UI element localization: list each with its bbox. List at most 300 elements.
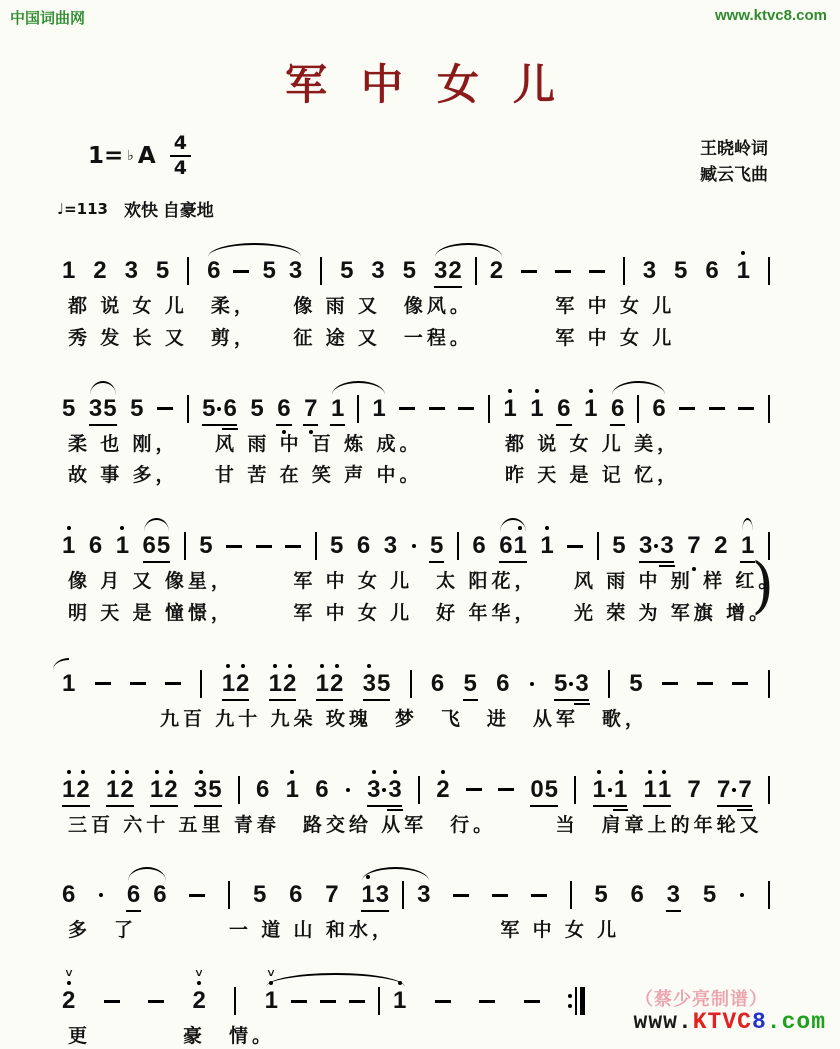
slur-arc-group [331,394,386,424]
duration-dash [189,880,205,910]
note-token [93,256,106,286]
note-glyph: 1 [268,669,283,697]
note-underline [666,910,681,912]
barline [570,881,572,909]
octave-dot-high [741,251,745,255]
note-glyph: 3 [383,532,398,560]
note-token [62,256,75,286]
note-token [738,775,751,805]
dash-line [104,1000,120,1003]
barline [768,395,770,423]
beam-group [316,669,344,699]
final-barline [568,987,585,1015]
thin-barline [575,987,577,1015]
beam-group [361,880,389,910]
music-system [62,965,770,1049]
dash-line [320,1000,336,1003]
note-glyph: 6 [496,669,510,697]
note-glyph: 1 [62,257,76,284]
note-token [705,256,718,286]
duration-dot [731,775,737,805]
note-glyph: 3 [288,257,303,284]
duration-dash [165,669,181,699]
dash-line [466,788,482,791]
note-token [127,880,140,910]
note-token [377,669,390,699]
note-token [157,531,170,561]
note-token [384,531,397,561]
note-token [643,256,656,286]
note-underline [574,703,589,705]
duration-dash [679,394,695,424]
beam-underline [316,699,344,701]
note-glyph: 1 [643,775,657,803]
beam-underline [530,805,558,807]
octave-dot-low [282,430,286,434]
accent-mark: > [264,969,279,977]
note-glyph: 1 [657,775,672,803]
dash-line [189,894,205,897]
note-glyph: 3 [367,775,381,803]
song-title: 军中女儿 [284,63,589,109]
barline [574,776,576,804]
duration-dash [130,669,146,699]
time-signature [170,134,191,178]
note-glyph: 5 [594,881,608,909]
barline [475,257,477,285]
duration-dot [216,394,222,424]
note-token [372,394,385,424]
expression-marking: 欢快 自豪地 [123,201,214,220]
dash-line [291,1000,307,1003]
duration-dash [662,669,678,699]
note-token [499,531,512,561]
note-underline [429,561,444,563]
note-glyph: 2 [62,987,76,1015]
octave-dot-high [111,770,115,774]
note-token [207,256,220,286]
beam-group [143,531,171,561]
note-glyph: 1 [736,257,750,284]
note-glyph: 6 [705,257,719,284]
dash-line [521,270,537,273]
note-glyph: 2 [76,775,90,803]
note-glyph: 6 [223,394,237,422]
duration-dash [320,986,336,1016]
lyric-line: 柔 也 刚， 风 雨 中 百 炼 成。 都 说 女 儿 美， [68,433,681,455]
note-token [614,775,627,805]
octave-dot-high [508,389,512,393]
dash-line [349,1000,365,1003]
note-glyph: 2 [93,257,107,284]
note-token [737,256,750,286]
flat-sign-icon: ♭ [127,148,134,164]
note-underline [556,424,571,426]
dot-glyph [99,893,103,897]
transcriber-note: （蔡少亮制谱） [635,989,768,1010]
duration-dash [531,880,547,910]
note-glyph: 5 [377,669,391,697]
note-glyph: 2 [489,257,504,284]
beam-underline [643,805,671,807]
barline [768,881,770,909]
note-token [62,775,75,805]
note-token [89,394,102,424]
duration-dash [524,986,540,1016]
slur-arc-group [434,256,503,286]
barline [768,670,770,698]
dash-line [165,682,181,685]
note-underline [613,809,628,811]
note-token [448,256,461,286]
note-token [714,531,727,561]
note-glyph: 6 [126,881,141,909]
note-glyph: 7 [687,775,701,803]
watermark [634,1009,826,1035]
beam-underline [639,561,674,563]
duration-dash [399,394,415,424]
barline [402,881,404,909]
note-glyph: 7 [717,775,731,803]
repeat-dot [568,994,572,998]
note-glyph: 5 [130,394,144,422]
note-glyph: 1 [105,775,120,803]
lyric-line: 秀 发 长 又 剪， 征 途 又 一程。 军 中 女 儿 [68,327,676,349]
dash-line [285,545,301,548]
duration-dash [95,669,111,699]
note-token [331,394,344,424]
note-glyph: 3 [642,257,657,284]
beam-underline [62,805,90,807]
note-token [363,669,376,699]
note-glyph: 6 [472,532,486,560]
note-glyph: 6 [630,881,644,909]
note-token [403,256,416,286]
music-system [62,754,770,838]
octave-dot-high [535,389,539,393]
duration-dash [148,986,164,1016]
octave-dot-high [199,770,203,774]
dash-line [567,545,583,548]
note-glyph: 3 [639,532,653,560]
duration-dash [226,531,242,561]
note-token [575,669,588,699]
dash-line [524,1000,540,1003]
beam-underline [363,699,391,701]
beam-underline [194,805,222,807]
duration-dash [285,531,301,561]
beam-group [499,531,527,561]
note-glyph: 1 [115,532,130,560]
note-glyph: 6 [356,532,371,560]
dash-line [662,682,678,685]
octave-dot-high [241,664,245,668]
barline [320,257,322,285]
accent-mark: > [61,969,76,977]
watermark-www: www. [633,1009,693,1035]
beam-group [717,775,752,805]
dot-glyph [346,788,350,792]
dash-line [589,270,605,273]
barline [228,881,230,909]
note-token [361,880,374,910]
dot-glyph [569,682,573,686]
note-glyph: 2 [192,987,206,1015]
note-glyph: 3 [417,881,431,909]
barline [768,257,770,285]
octave-dot-high [367,664,371,668]
note-token [250,394,263,424]
octave-dot-high [169,770,173,774]
note-token [164,775,177,805]
note-glyph: 1 [613,775,628,803]
dot-glyph [654,544,658,548]
slur-arc-group [499,531,527,561]
credits [700,136,768,189]
note-token [156,256,169,286]
note-token [199,531,212,561]
duration-dash [498,775,514,805]
watermark-ktvc: KTVC [692,1009,752,1035]
note-token [687,531,700,561]
note-token [222,669,235,699]
note-token [330,531,343,561]
duration-dot [653,531,659,561]
dot-glyph [530,682,534,686]
duration-dot [345,775,351,805]
note-glyph: 1 [372,394,386,422]
note-token [194,775,207,805]
note-row [62,510,770,562]
note-token [192,969,207,1016]
note-underline [737,809,752,811]
beam-group [150,775,178,805]
accent-mark: > [192,969,207,977]
note-token [125,256,138,286]
duration-dash [466,775,482,805]
note-token [340,256,353,286]
note-underline [303,424,318,426]
note-glyph: 1 [331,394,345,422]
octave-dot-high [648,770,652,774]
barline [378,987,380,1015]
duration-dash [492,880,508,910]
octave-dot-high [441,770,445,774]
duration-dash [709,394,725,424]
note-glyph: 2 [436,775,450,803]
note-token [540,531,553,561]
beam-underline [367,805,402,807]
note-underline [387,809,402,811]
dash-line [679,407,695,410]
note-glyph: 6 [652,394,666,422]
note-glyph: 3 [575,669,589,697]
note-token [514,531,527,561]
duration-dash [732,669,748,699]
beam-underline [269,699,297,701]
note-underline [610,424,625,426]
note-glyph: 3 [660,532,674,560]
octave-dot-high [372,770,376,774]
score-body [0,235,840,1049]
duration-dash [104,986,120,1016]
note-glyph: 6 [610,394,625,422]
note-token [717,775,730,805]
repeat-dots [568,994,572,1008]
duration-dash [429,394,445,424]
dash-line [148,1000,164,1003]
note-glyph: 1 [264,987,279,1015]
note-glyph: 2 [283,669,297,697]
beam-group [194,775,222,805]
note-glyph: 5 [262,257,276,284]
note-token [262,256,275,286]
note-glyph: 6 [142,532,156,560]
note-token [594,880,607,910]
beam-group [363,669,391,699]
note-glyph: 6 [153,881,167,909]
duration-dash [589,256,605,286]
note-glyph: 5 [402,257,417,284]
tempo-marking: ♩=113 [57,199,108,218]
lyric-line: 故 事 多， 甘 苦 在 笑 声 中。 昨 天 是 记 忆， [68,465,681,487]
music-system [62,859,770,943]
lyric-line: 多 了 一 道 山 和水， 军 中 女 儿 [68,920,621,942]
note-row [62,965,585,1017]
note-token [89,531,102,561]
note-token [130,394,143,424]
note-token [62,880,75,910]
dash-line [130,682,146,685]
barline [623,257,625,285]
note-glyph: 3 [124,257,138,284]
slur-arc-group [361,880,430,910]
note-glyph: 5 [629,669,643,697]
note-glyph: 5 [155,257,170,284]
note-token [472,531,485,561]
note-glyph: 1 [315,669,330,697]
note-token [256,775,269,805]
note-token [584,394,597,424]
slur-arc-group [89,394,117,424]
duration-dash [233,256,249,286]
beam-underline [143,561,171,563]
note-token [612,531,625,561]
note-token [304,394,317,424]
note-token [286,775,299,805]
dash-line [429,407,445,410]
note-glyph: 1 [62,775,76,803]
beam-underline [717,805,752,807]
duration-dash [458,394,474,424]
music-system [62,648,770,732]
note-glyph: 1 [540,532,554,560]
note-glyph: 7 [304,394,318,422]
beam-underline [434,286,462,288]
note-token [554,669,567,699]
dash-line [233,270,249,273]
barline [187,257,189,285]
dot-glyph [217,407,221,411]
dash-line [531,894,547,897]
note-token [674,256,687,286]
octave-dot-high [226,664,230,668]
note-token [315,775,328,805]
barline [410,670,412,698]
duration-dash [453,880,469,910]
dot-glyph [740,893,744,897]
note-token [643,775,656,805]
note-glyph: 3 [362,669,376,697]
octave-dot-high [398,981,402,985]
note-token [62,394,75,424]
note-glyph: 1 [503,394,517,422]
dash-line [453,894,469,897]
thick-barline [580,987,585,1015]
music-system [62,373,770,489]
note-glyph: 1 [530,394,544,422]
note-glyph: 3 [433,257,448,284]
note-token [283,669,296,699]
note-token [629,669,642,699]
note-row [62,235,770,287]
duration-dash [555,256,571,286]
note-token [490,256,503,286]
octave-dot-low [692,567,696,571]
note-token [376,880,389,910]
beam-underline [222,699,250,701]
site-url: www.ktvc8.com [715,7,827,24]
note-underline [463,699,478,701]
beam-underline [499,561,527,563]
octave-dot-high [269,981,273,985]
note-token [202,394,215,424]
note-underline [126,910,141,912]
note-glyph: 3 [193,775,208,803]
note-token [703,880,716,910]
lyric-line: 九百 九十 九朵 玫瑰 梦 飞 进 从军 歌， [68,708,648,730]
dash-line [226,545,242,548]
repeat-dot [568,1004,572,1008]
beam-underline [106,805,134,807]
note-token [253,880,266,910]
octave-dot-high [81,770,85,774]
barline [315,532,317,560]
note-token [652,394,665,424]
note-glyph: 5 [674,257,688,284]
note-glyph: 6 [289,881,303,909]
slur-arc-group [207,256,302,286]
duration-dash [738,394,754,424]
note-glyph: 1 [513,532,527,560]
octave-dot-high [545,526,549,530]
barline [187,395,189,423]
music-system [62,235,770,351]
note-glyph: 1 [584,394,598,422]
note-underline [659,565,674,567]
note-token [530,394,543,424]
note-token [367,775,380,805]
note-glyph: 1 [592,775,606,803]
note-token [289,256,302,286]
beam-group [62,775,90,805]
barline [637,395,639,423]
beam-group [106,775,134,805]
note-glyph: 7 [738,775,752,803]
beam-group [639,531,674,561]
note-glyph: 0 [530,775,544,803]
note-glyph: 1 [285,775,299,803]
